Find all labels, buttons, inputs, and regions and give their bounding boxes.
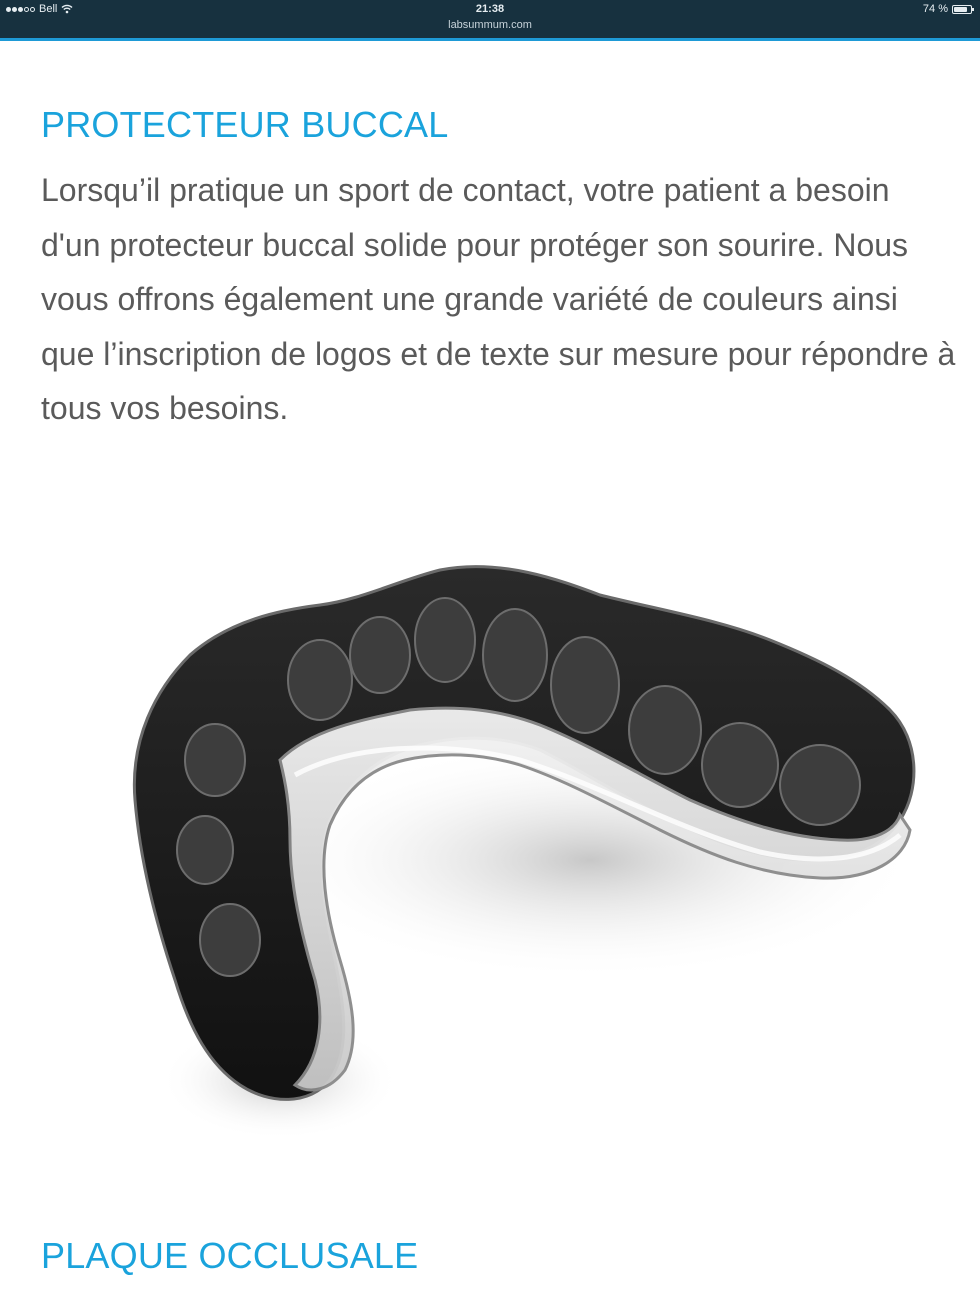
loading-progress-line [0,38,980,41]
section-title-plaque-occlusale: PLAQUE OCCLUSALE [41,1235,419,1276]
carrier-name: Bell [39,3,58,15]
battery-percent: 74 % [922,3,948,15]
battery-icon [952,5,972,14]
cut-off-text-placeholder [41,1298,731,1307]
section-body-text: Lorsqu’il pratique un sport de contact, votre patient a besoin d'un protecteur buccal solide pour protéger son sourire. Nous vous offrons également une grande variété de couleurs ainsi que l’inscription de logos et de texte sur mesure pour répondre à tous vos besoins. [41,172,956,426]
address-bar-url[interactable]: labsummum.com [448,19,532,31]
cut-off-text-line [41,1296,731,1307]
section-title-protecteur-buccal: PROTECTEUR BUCCAL [41,104,449,145]
battery-status [923,3,972,15]
status-time: 21:38 [475,3,505,15]
mouthguard-photo [120,560,940,1170]
status-bar [0,0,980,38]
